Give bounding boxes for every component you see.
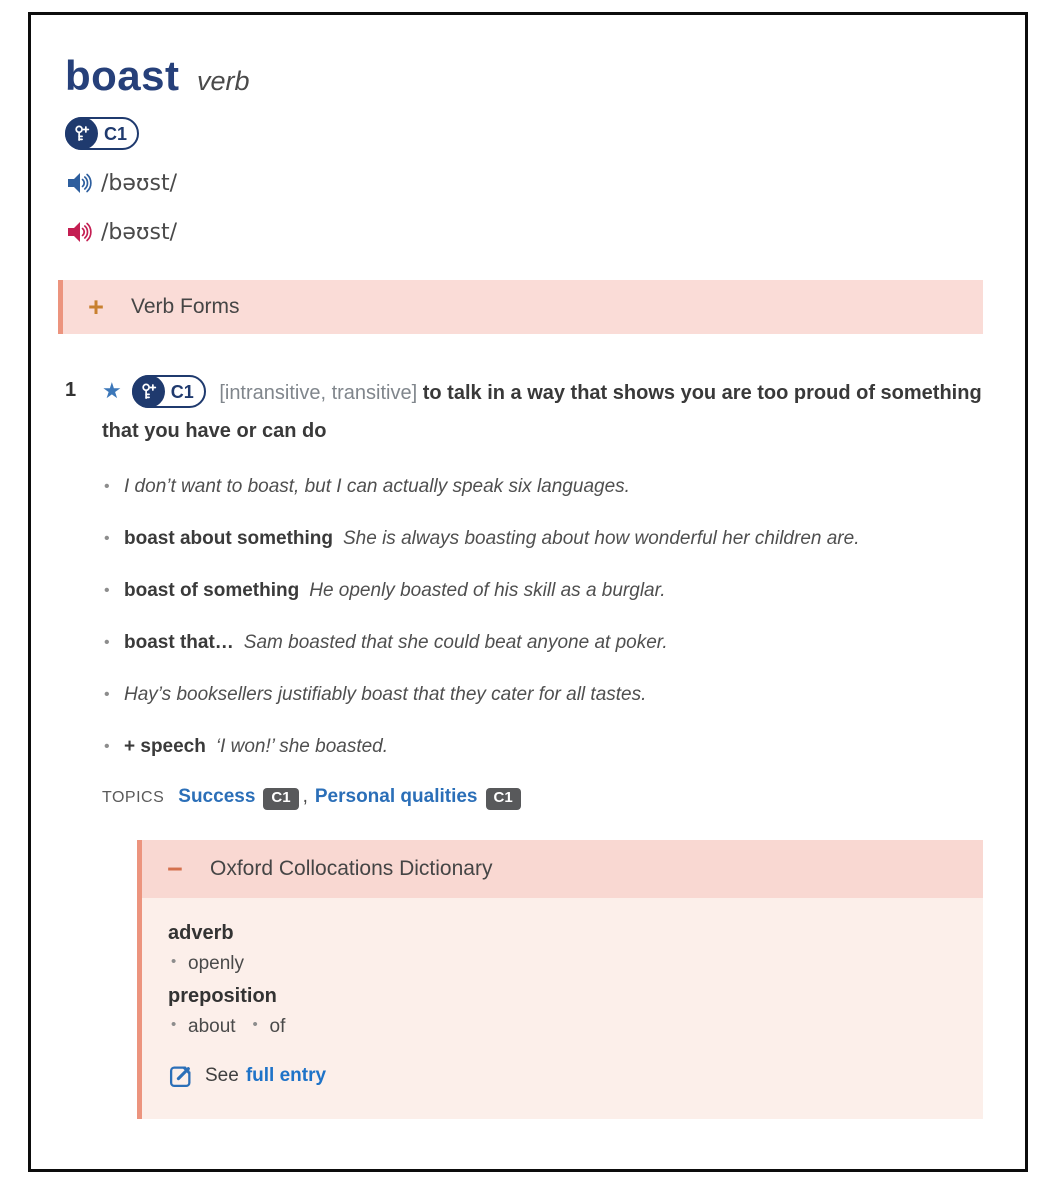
external-link-icon[interactable] xyxy=(168,1064,193,1089)
example-list xyxy=(102,474,983,759)
pron-row-uk xyxy=(65,167,983,199)
headword-level-badge: C1 xyxy=(104,123,128,144)
part-of-speech: verb xyxy=(196,66,250,96)
sense-number: 1 xyxy=(65,379,77,401)
entry-content xyxy=(31,15,1025,1119)
example-text: I don’t want to boast, but I can actually speak six languages. xyxy=(124,476,630,497)
example-pattern: boast of something xyxy=(124,580,300,601)
verb-forms-toggle[interactable] xyxy=(58,280,983,334)
example-item xyxy=(102,682,983,707)
example-item xyxy=(102,474,983,499)
pron-row-us xyxy=(65,216,983,248)
example-pattern: boast that… xyxy=(124,632,234,653)
sense-definition-line xyxy=(102,372,983,450)
see-label: See xyxy=(205,1065,239,1086)
uk-phonetic-text: /bəʊst/ xyxy=(101,170,178,196)
collocation-items xyxy=(168,1016,959,1038)
example-item xyxy=(102,734,983,759)
collocation-item: • openly xyxy=(168,953,244,975)
dictionary-entry-page xyxy=(28,12,1028,1172)
example-item xyxy=(102,526,983,551)
example-pattern: + speech xyxy=(124,736,206,757)
headword: boast xyxy=(65,52,180,99)
oxford-key-badge[interactable] xyxy=(65,117,139,150)
us-speaker-icon[interactable] xyxy=(65,218,93,246)
example-text: Sam boasted that she could beat anyone at poker. xyxy=(243,632,668,653)
headword-level-row xyxy=(65,117,983,150)
star-icon: ★ xyxy=(102,378,122,403)
collocation-groups xyxy=(168,922,959,1038)
verb-forms-label: Verb Forms xyxy=(131,295,240,318)
collocation-heading: preposition xyxy=(168,984,277,1007)
see-full-entry-row xyxy=(168,1064,959,1089)
topics-label: TOPICS xyxy=(102,788,165,806)
topics-links xyxy=(178,786,520,810)
key-icon xyxy=(65,117,98,150)
topic-level-badge: C1 xyxy=(486,788,521,810)
plus-icon: + xyxy=(88,292,104,322)
collocation-items xyxy=(168,953,959,975)
grammar-label: [intransitive, transitive] xyxy=(219,382,418,404)
collocations-box xyxy=(137,840,983,1119)
topics-row xyxy=(102,786,983,810)
sense-1 xyxy=(65,372,983,1119)
example-item xyxy=(102,578,983,603)
example-pattern: boast about something xyxy=(124,528,333,549)
sense-key-badge[interactable] xyxy=(132,375,206,408)
minus-icon: − xyxy=(167,853,183,884)
example-item xyxy=(102,630,983,655)
headline xyxy=(65,52,983,99)
example-text: She is always boasting about how wonderful her children are. xyxy=(343,528,860,549)
topic-link[interactable]: Success xyxy=(178,786,256,807)
example-text: Hay’s booksellers justifiably boast that they cater for all tastes. xyxy=(124,684,647,705)
definition-text: to talk in a way that shows you are too proud of something that you have or can do xyxy=(102,382,982,442)
us-phonetic-text: /bəʊst/ xyxy=(101,219,178,245)
key-icon xyxy=(132,375,165,408)
collocation-item: • about xyxy=(168,1016,236,1038)
topic-level-badge: C1 xyxy=(263,788,298,810)
collocation-heading: adverb xyxy=(168,921,234,944)
collocations-toggle[interactable] xyxy=(142,840,983,898)
full-entry-link[interactable]: full entry xyxy=(245,1065,327,1086)
topic-link[interactable]: Personal qualities xyxy=(314,786,478,807)
example-text: ‘I won!’ she boasted. xyxy=(215,736,389,757)
collocations-title: Oxford Collocations Dictionary xyxy=(210,856,493,880)
topic-separator: , xyxy=(302,786,308,807)
uk-speaker-icon[interactable] xyxy=(65,169,93,197)
sense-body xyxy=(102,372,983,1119)
sense-level-badge: C1 xyxy=(170,381,194,402)
collocations-body xyxy=(142,898,983,1119)
collocation-item: • of xyxy=(250,1016,286,1038)
example-text: He openly boasted of his skill as a burglar. xyxy=(309,580,666,601)
